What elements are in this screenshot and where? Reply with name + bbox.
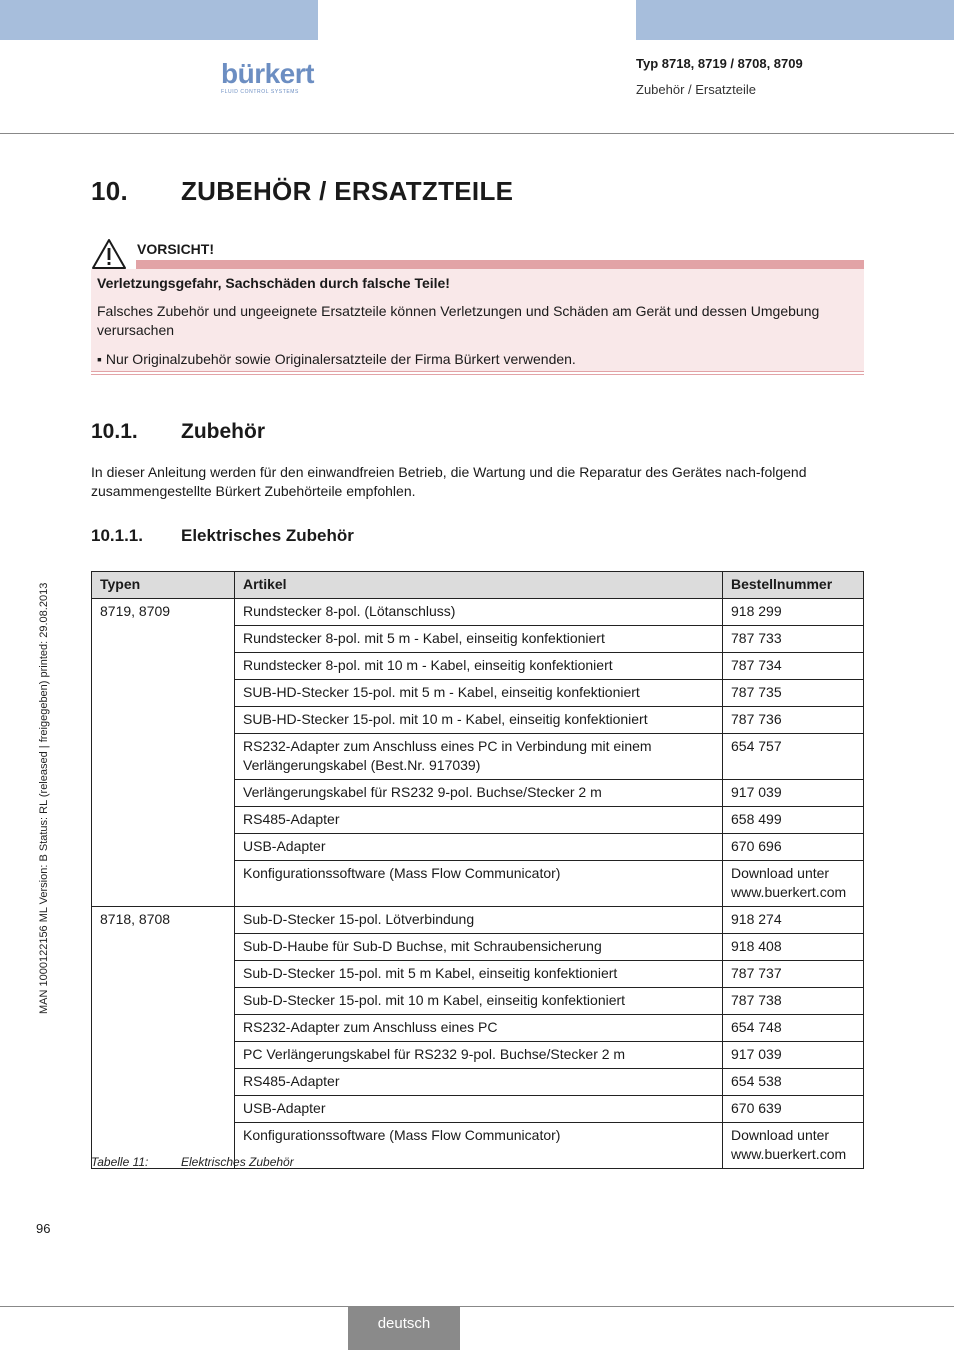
col-header-types: Typen: [92, 572, 235, 599]
caution-bar: [136, 260, 864, 269]
buerkert-logo: [221, 60, 319, 95]
table-caption: [91, 1155, 294, 1169]
subsection-number: 10.1.1.: [91, 526, 143, 545]
header-divider: [0, 133, 954, 134]
order-number-cell: 787 733: [723, 626, 864, 653]
caption-text: Elektrisches Zubehör: [181, 1155, 294, 1169]
article-cell: Konfigurationssoftware (Mass Flow Communicator): [235, 861, 723, 907]
table-row: [92, 907, 864, 934]
caution-title: VORSICHT!: [137, 241, 214, 257]
caution-headline: Verletzungsgefahr, Sachschäden durch falsche Teile!: [97, 275, 450, 291]
order-number-cell: Download unter www.buerkert.com: [723, 861, 864, 907]
article-cell: RS485-Adapter: [235, 807, 723, 834]
subsection-title: Elektrisches Zubehör: [181, 526, 354, 545]
chapter-number: 10.: [91, 176, 129, 206]
caution-box: [91, 269, 864, 372]
section-title: Zubehör: [181, 420, 265, 443]
logo-wordmark: bürkert: [221, 58, 314, 89]
table-row: [92, 599, 864, 626]
order-number-cell: 918 274: [723, 907, 864, 934]
header-accent-bar-right: [636, 0, 954, 40]
article-cell: Sub-D-Stecker 15-pol. mit 10 m Kabel, einseitig konfektioniert: [235, 988, 723, 1015]
page-number: 96: [36, 1221, 51, 1236]
subsection-heading: [91, 526, 354, 546]
article-cell: USB-Adapter: [235, 834, 723, 861]
article-cell: SUB-HD-Stecker 15-pol. mit 10 m - Kabel, einseitig konfektioniert: [235, 707, 723, 734]
order-number-cell: 787 735: [723, 680, 864, 707]
order-number-cell: 787 738: [723, 988, 864, 1015]
order-number-cell: 658 499: [723, 807, 864, 834]
article-cell: Konfigurationssoftware (Mass Flow Communicator): [235, 1123, 723, 1169]
order-number-cell: Download unter www.buerkert.com: [723, 1123, 864, 1169]
header-section-line: Zubehör / Ersatzteile: [636, 82, 756, 97]
section-intro: In dieser Anleitung werden für den einwandfreien Betrieb, die Wartung und die Reparatur des Gerätes nach-folgend zusammengestellte Bürkert Zubehörteile empfohlen.: [91, 464, 807, 499]
article-cell: RS232-Adapter zum Anschluss eines PC: [235, 1015, 723, 1042]
section-number: 10.1.: [91, 420, 138, 443]
order-number-cell: 918 408: [723, 934, 864, 961]
col-header-order-number: Bestellnummer: [723, 572, 864, 599]
article-cell: RS485-Adapter: [235, 1069, 723, 1096]
article-cell: Rundstecker 8-pol. (Lötanschluss): [235, 599, 723, 626]
warning-triangle-icon: [91, 238, 127, 270]
order-number-cell: 654 748: [723, 1015, 864, 1042]
chapter-heading: [91, 176, 513, 207]
article-cell: Rundstecker 8-pol. mit 5 m - Kabel, einseitig konfektioniert: [235, 626, 723, 653]
types-cell: 8718, 8708: [92, 907, 235, 1169]
section-heading: [91, 420, 265, 444]
order-number-cell: 787 734: [723, 653, 864, 680]
header-type-line: Typ 8718, 8719 / 8708, 8709: [636, 56, 803, 71]
order-number-cell: 670 696: [723, 834, 864, 861]
article-cell: USB-Adapter: [235, 1096, 723, 1123]
order-number-cell: 917 039: [723, 1042, 864, 1069]
logo-tagline: FLUID CONTROL SYSTEMS: [221, 89, 299, 95]
table-header-row: [92, 572, 864, 599]
article-cell: SUB-HD-Stecker 15-pol. mit 5 m - Kabel, einseitig konfektioniert: [235, 680, 723, 707]
order-number-cell: 918 299: [723, 599, 864, 626]
header-accent-bar-left: [0, 0, 318, 40]
article-cell: Sub-D-Haube für Sub-D Buchse, mit Schraubensicherung: [235, 934, 723, 961]
chapter-title: ZUBEHÖR / ERSATZTEILE: [181, 176, 514, 206]
accessory-table: [91, 571, 864, 1169]
document-meta-sidebar: MAN 1000122156 ML Version: B Status: RL (released | freigegeben) printed: 29.08.2013: [38, 582, 50, 1014]
order-number-cell: 787 737: [723, 961, 864, 988]
order-number-cell: 917 039: [723, 780, 864, 807]
caution-text: Falsches Zubehör und ungeeignete Ersatzteile können Verletzungen und Schäden am Gerät und dessen Umgebung verursachen: [97, 303, 820, 338]
article-cell: Rundstecker 8-pol. mit 10 m - Kabel, einseitig konfektioniert: [235, 653, 723, 680]
article-cell: PC Verlängerungskabel für RS232 9-pol. Buchse/Stecker 2 m: [235, 1042, 723, 1069]
language-tab: deutsch: [348, 1307, 460, 1350]
order-number-cell: 670 639: [723, 1096, 864, 1123]
article-cell: Sub-D-Stecker 15-pol. Lötverbindung: [235, 907, 723, 934]
order-number-cell: 654 538: [723, 1069, 864, 1096]
order-number-cell: 654 757: [723, 734, 864, 780]
types-cell: 8719, 8709: [92, 599, 235, 907]
article-cell: RS232-Adapter zum Anschluss eines PC in Verbindung mit einem Verlängerungskabel (Best.Nr. 917039): [235, 734, 723, 780]
col-header-article: Artikel: [235, 572, 723, 599]
article-cell: Sub-D-Stecker 15-pol. mit 5 m Kabel, einseitig konfektioniert: [235, 961, 723, 988]
caption-label: Tabelle 11:: [91, 1155, 149, 1169]
article-cell: Verlängerungskabel für RS232 9-pol. Buchse/Stecker 2 m: [235, 780, 723, 807]
order-number-cell: 787 736: [723, 707, 864, 734]
caution-bullet: ▪ Nur Originalzubehör sowie Originalersatzteile der Firma Bürkert verwenden.: [97, 351, 576, 367]
footer-divider: [0, 1306, 954, 1307]
